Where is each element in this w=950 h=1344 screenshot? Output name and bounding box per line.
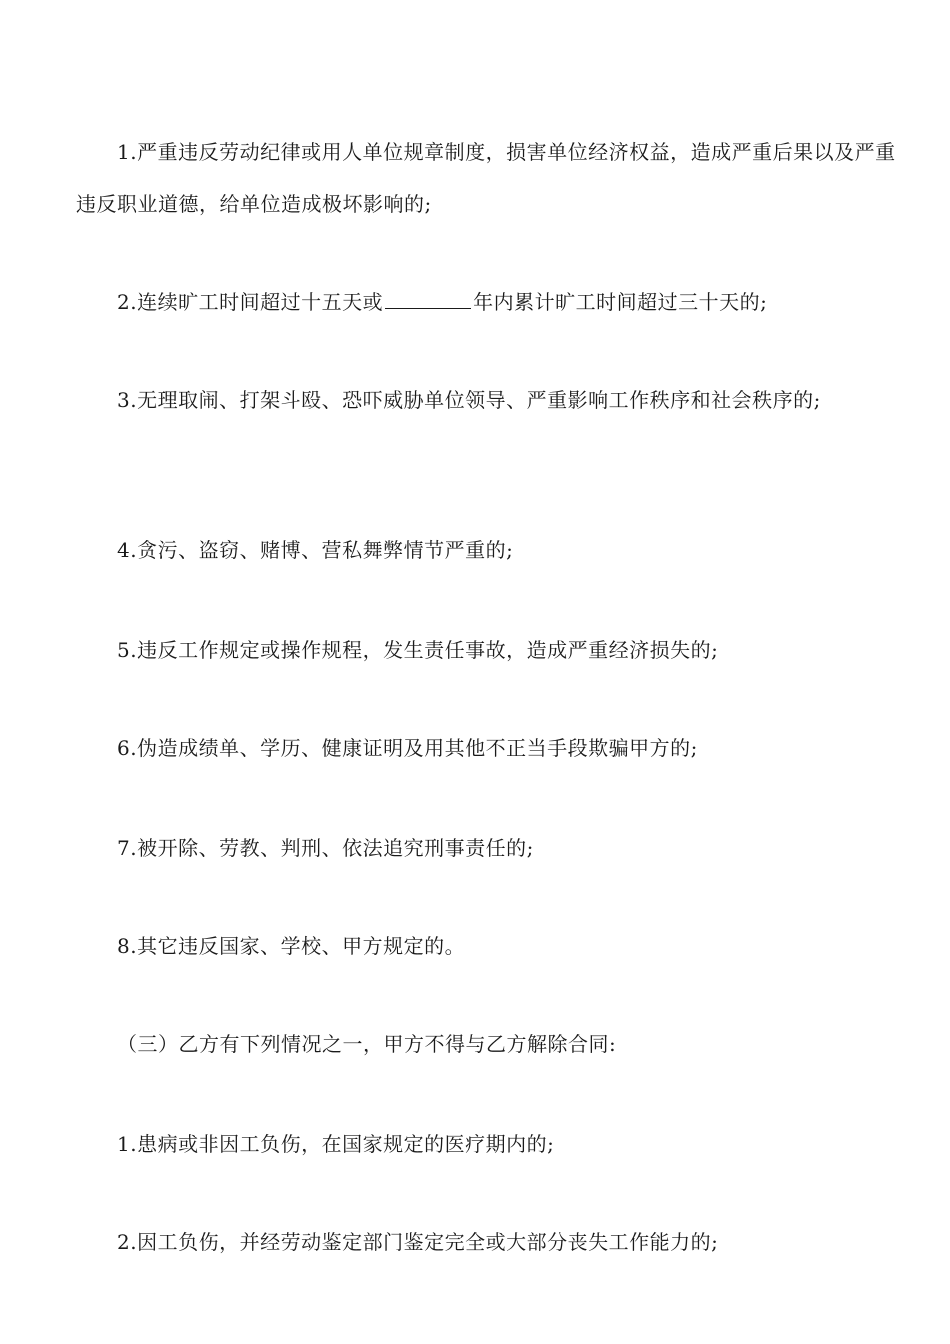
- clause-3: 3.无理取闹、打架斗殴、恐吓威胁单位领导、严重影响工作秩序和社会秩序的;: [117, 388, 821, 412]
- clause-5: 5.违反工作规定或操作规程，发生责任事故，造成严重经济损失的;: [117, 638, 719, 662]
- clause-6: 6.伪造成绩单、学历、健康证明及用其他不正当手段欺骗甲方的;: [117, 736, 698, 760]
- fill-in-blank[interactable]: [385, 290, 471, 309]
- clause-2: [76, 276, 896, 328]
- clause-2-text-start: 2.连续旷工时间超过十五天或: [117, 290, 384, 314]
- clause-2-text-end: 年内累计旷工时间超过三十天的;: [473, 290, 768, 314]
- section-3-clause-2: 2.因工负伤，并经劳动鉴定部门鉴定完全或大部分丧失工作能力的;: [117, 1230, 719, 1254]
- clause-8: 8.其它违反国家、学校、甲方规定的。: [117, 934, 466, 958]
- section-3-heading: （三）乙方有下列情况之一，甲方不得与乙方解除合同:: [117, 1032, 617, 1056]
- clause-7: 7.被开除、劳教、判刑、依法追究刑事责任的;: [117, 836, 534, 860]
- clause-4: 4.贪污、盗窃、赌博、营私舞弊情节严重的;: [117, 538, 514, 562]
- section-3-clause-1: 1.患病或非因工负伤，在国家规定的医疗期内的;: [117, 1132, 555, 1156]
- clause-1: 1.严重违反劳动纪律或用人单位规章制度，损害单位经济权益，造成严重后果以及严重违反职业道德，给单位造成极坏影响的;: [76, 140, 896, 216]
